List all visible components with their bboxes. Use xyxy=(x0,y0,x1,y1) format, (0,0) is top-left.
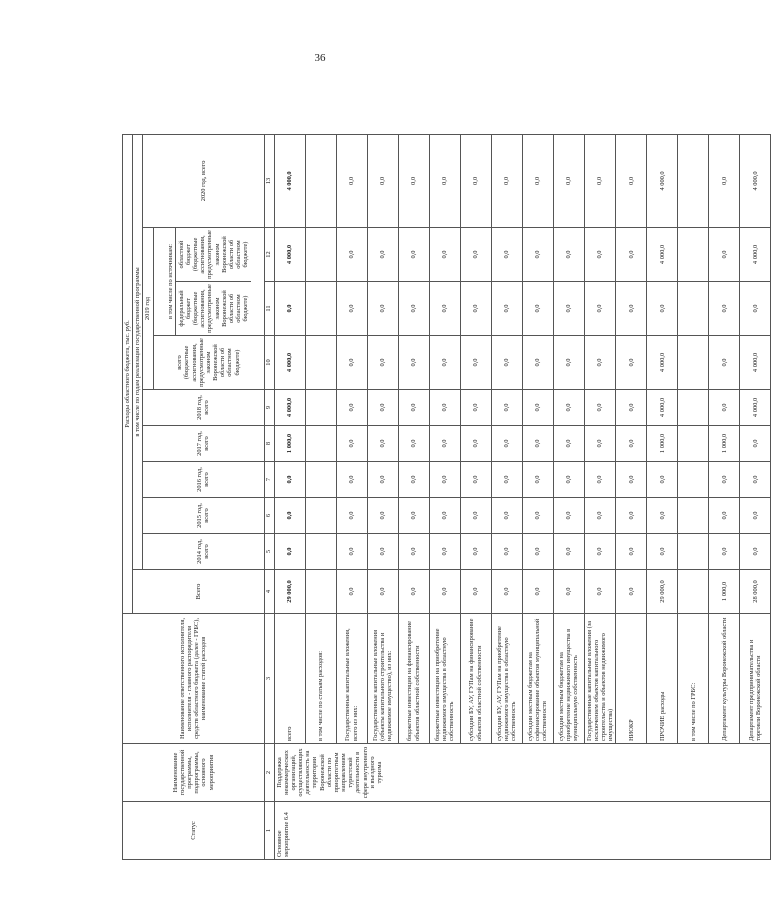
value-cell: 0,0 xyxy=(274,462,305,498)
value-cell: 0,0 xyxy=(553,498,584,534)
value-cell: 0,0 xyxy=(367,498,398,534)
value-cell: 29 000,0 xyxy=(647,570,678,614)
value-cell: 0,0 xyxy=(584,390,616,426)
row-name: всего xyxy=(274,614,305,744)
header-2016: 2016 год, всего xyxy=(143,462,264,498)
value-cell: 0,0 xyxy=(491,426,522,462)
value-cell: 0,0 xyxy=(709,498,740,534)
value-cell: 0,0 xyxy=(584,426,616,462)
value-cell: 0,0 xyxy=(553,282,584,336)
value-cell xyxy=(305,134,336,227)
value-cell xyxy=(678,390,709,426)
row-name: в том числе по статьям расходов: xyxy=(305,614,336,744)
value-cell: 0,0 xyxy=(616,498,647,534)
value-cell: 4 000,0 xyxy=(647,390,678,426)
status-cell: Основное мероприятие 6.4 xyxy=(274,802,771,860)
value-cell: 0,0 xyxy=(367,534,398,570)
value-cell: 0,0 xyxy=(460,282,491,336)
value-cell: 4 000,0 xyxy=(274,134,305,227)
value-cell: 0,0 xyxy=(709,390,740,426)
value-cell: 4 000,0 xyxy=(740,134,771,227)
value-cell: 0,0 xyxy=(709,534,740,570)
column-number: 6 xyxy=(264,498,274,534)
value-cell: 0,0 xyxy=(616,534,647,570)
header-2019: 2019 год xyxy=(143,228,153,390)
value-cell: 0,0 xyxy=(740,426,771,462)
budget-table xyxy=(122,134,771,860)
value-cell: 0,0 xyxy=(336,498,367,534)
column-number: 12 xyxy=(264,228,274,282)
value-cell: 0,0 xyxy=(647,498,678,534)
value-cell: 0,0 xyxy=(336,462,367,498)
value-cell: 0,0 xyxy=(522,570,553,614)
value-cell: 0,0 xyxy=(491,498,522,534)
value-cell: 0,0 xyxy=(336,228,367,282)
value-cell: 0,0 xyxy=(647,462,678,498)
value-cell: 0,0 xyxy=(522,134,553,227)
value-cell: 4 000,0 xyxy=(274,336,305,390)
value-cell xyxy=(305,570,336,614)
value-cell: 4 000,0 xyxy=(647,134,678,227)
header-executor: Наименование ответственного исполнителя, исполнителя - главного распорядителя средств областного бюджета (далее - ГРБС), наименование статей расходов xyxy=(123,614,265,744)
value-cell: 0,0 xyxy=(367,570,398,614)
value-cell: 29 000,0 xyxy=(274,570,305,614)
value-cell: 0,0 xyxy=(491,390,522,426)
value-cell: 4 000,0 xyxy=(647,336,678,390)
value-cell: 0,0 xyxy=(460,534,491,570)
value-cell: 0,0 xyxy=(709,282,740,336)
value-cell: 0,0 xyxy=(274,534,305,570)
value-cell: 0,0 xyxy=(522,228,553,282)
value-cell: 0,0 xyxy=(522,390,553,426)
column-number: 2 xyxy=(264,744,274,802)
value-cell xyxy=(678,570,709,614)
header-by-sources: в том числе по источникам: xyxy=(166,228,176,335)
value-cell: 0,0 xyxy=(709,228,740,282)
value-cell: 0,0 xyxy=(429,498,460,534)
row-name: бюджетные инвестиции на финансирование объектов областной собственности xyxy=(398,614,429,744)
value-cell xyxy=(305,282,336,336)
row-name: Департамент культуры Воронежской области xyxy=(709,614,740,744)
row-name: Государственные капитальные вложения, всего из них: xyxy=(336,614,367,744)
value-cell: 0,0 xyxy=(398,228,429,282)
column-number: 10 xyxy=(264,336,274,390)
value-cell: 0,0 xyxy=(616,336,647,390)
value-cell: 0,0 xyxy=(429,462,460,498)
row-name: ПРОЧИЕ расходы xyxy=(647,614,678,744)
value-cell xyxy=(678,426,709,462)
row-name: Государственные капитальные вложения (объекты капитального строительства и недвижимое имущество), из них: xyxy=(367,614,398,744)
value-cell xyxy=(678,228,709,282)
value-cell xyxy=(678,498,709,534)
column-number: 1 xyxy=(264,802,274,860)
value-cell: 0,0 xyxy=(460,570,491,614)
value-cell: 0,0 xyxy=(460,390,491,426)
value-cell: 0,0 xyxy=(616,426,647,462)
header-expenses: Расходы областного бюджета, тыс. руб. xyxy=(123,134,133,613)
value-cell: 0,0 xyxy=(429,228,460,282)
row-name: НИОКР xyxy=(616,614,647,744)
value-cell: 0,0 xyxy=(584,498,616,534)
value-cell: 0,0 xyxy=(491,336,522,390)
value-cell: 0,0 xyxy=(398,426,429,462)
value-cell: 0,0 xyxy=(584,570,616,614)
value-cell: 0,0 xyxy=(740,462,771,498)
value-cell: 0,0 xyxy=(367,462,398,498)
value-cell: 0,0 xyxy=(584,534,616,570)
value-cell: 0,0 xyxy=(336,570,367,614)
value-cell: 0,0 xyxy=(584,462,616,498)
value-cell xyxy=(305,462,336,498)
value-cell: 0,0 xyxy=(336,534,367,570)
value-cell: 0,0 xyxy=(460,134,491,227)
table-row xyxy=(274,134,305,859)
value-cell: 0,0 xyxy=(522,498,553,534)
value-cell: 0,0 xyxy=(647,282,678,336)
value-cell: 1 000,0 xyxy=(709,426,740,462)
value-cell: 0,0 xyxy=(616,228,647,282)
row-name: субсидии БУ, АУ, ГУПам на приобретение недвижимого имущества в областную собственность xyxy=(491,614,522,744)
value-cell: 4 000,0 xyxy=(274,390,305,426)
value-cell: 0,0 xyxy=(553,570,584,614)
header-by-years: в том числе по годам реализации государственной программы xyxy=(133,134,143,569)
value-cell: 0,0 xyxy=(709,336,740,390)
value-cell xyxy=(678,134,709,227)
value-cell: 0,0 xyxy=(553,228,584,282)
value-cell: 0,0 xyxy=(491,134,522,227)
value-cell: 0,0 xyxy=(398,134,429,227)
header-regional: областной бюджет (бюджетные ассигнования, предусмотренные законом Воронежской области об областном бюджете) xyxy=(177,230,250,279)
column-number: 11 xyxy=(264,282,274,336)
value-cell: 0,0 xyxy=(429,426,460,462)
value-cell xyxy=(305,498,336,534)
value-cell: 0,0 xyxy=(398,462,429,498)
header-program-name: Наименование государственной программы, подпрограммы, основного мероприятия xyxy=(123,744,265,802)
value-cell: 0,0 xyxy=(398,282,429,336)
page-number: 36 xyxy=(314,52,326,64)
value-cell: 0,0 xyxy=(584,282,616,336)
column-number: 3 xyxy=(264,614,274,744)
value-cell: 0,0 xyxy=(647,534,678,570)
value-cell: 0,0 xyxy=(616,282,647,336)
value-cell: 0,0 xyxy=(398,534,429,570)
value-cell: 0,0 xyxy=(522,426,553,462)
row-name: субсидии местным бюджетам на приобретение недвижимого имущества в муниципальную собственность xyxy=(553,614,584,744)
value-cell: 0,0 xyxy=(460,462,491,498)
value-cell: 0,0 xyxy=(398,570,429,614)
value-cell: 0,0 xyxy=(367,134,398,227)
row-name: в том числе по ГРБС: xyxy=(678,614,709,744)
column-number: 8 xyxy=(264,426,274,462)
value-cell: 0,0 xyxy=(522,534,553,570)
value-cell xyxy=(305,228,336,282)
value-cell: 0,0 xyxy=(740,498,771,534)
value-cell: 0,0 xyxy=(274,498,305,534)
value-cell: 0,0 xyxy=(429,570,460,614)
value-cell: 0,0 xyxy=(553,390,584,426)
row-name: субсидии местным бюджетам на софинансирование объектов муниципальной собственности xyxy=(522,614,553,744)
value-cell: 0,0 xyxy=(460,426,491,462)
value-cell: 0,0 xyxy=(460,228,491,282)
value-cell: 4 000,0 xyxy=(740,228,771,282)
value-cell: 0,0 xyxy=(398,390,429,426)
value-cell: 0,0 xyxy=(616,462,647,498)
value-cell: 0,0 xyxy=(740,282,771,336)
value-cell: 28 000,0 xyxy=(740,570,771,614)
value-cell: 4 000,0 xyxy=(647,228,678,282)
value-cell: 0,0 xyxy=(584,336,616,390)
value-cell: 0,0 xyxy=(336,134,367,227)
header-2018: 2018 год, всего xyxy=(143,390,264,426)
value-cell: 0,0 xyxy=(460,498,491,534)
value-cell: 4 000,0 xyxy=(740,336,771,390)
header-federal: федеральный бюджет (бюджетные ассигнования, предусмотренные законом Воронежской области об областном бюджете) xyxy=(176,281,252,335)
header-2017: 2017 год, всего xyxy=(143,426,264,462)
value-cell: 0,0 xyxy=(336,390,367,426)
value-cell: 0,0 xyxy=(616,134,647,227)
value-cell: 0,0 xyxy=(491,282,522,336)
value-cell xyxy=(305,426,336,462)
value-cell: 0,0 xyxy=(398,498,429,534)
value-cell: 4 000,0 xyxy=(274,228,305,282)
value-cell: 4 000,0 xyxy=(740,390,771,426)
row-name: Государственные капитальные вложения (за исключением объектов капитального строительства и объектов недвижимого имущества) xyxy=(584,614,616,744)
column-numbers-row xyxy=(264,134,274,859)
header-2019-sources xyxy=(153,228,264,336)
column-number: 13 xyxy=(264,134,274,227)
value-cell: 0,0 xyxy=(429,534,460,570)
value-cell: 0,0 xyxy=(553,426,584,462)
header-2019-total: всего (бюджетные ассигнования, предусмотренные законом Воронежской области об областном бюджете) xyxy=(153,336,264,390)
value-cell xyxy=(678,336,709,390)
header-total: Всего xyxy=(133,570,264,614)
value-cell: 1 000,0 xyxy=(274,426,305,462)
value-cell: 0,0 xyxy=(616,570,647,614)
value-cell xyxy=(305,390,336,426)
value-cell: 0,0 xyxy=(616,390,647,426)
value-cell: 0,0 xyxy=(522,282,553,336)
value-cell: 0,0 xyxy=(584,134,616,227)
header-2015: 2015 год, всего xyxy=(143,498,264,534)
value-cell: 0,0 xyxy=(398,336,429,390)
value-cell: 1 000,0 xyxy=(709,570,740,614)
value-cell xyxy=(305,534,336,570)
value-cell: 0,0 xyxy=(367,426,398,462)
value-cell: 0,0 xyxy=(522,336,553,390)
value-cell xyxy=(678,282,709,336)
value-cell: 0,0 xyxy=(709,462,740,498)
column-number: 9 xyxy=(264,390,274,426)
value-cell xyxy=(305,336,336,390)
value-cell: 0,0 xyxy=(491,462,522,498)
rotated-table-container xyxy=(122,135,763,860)
value-cell: 0,0 xyxy=(491,534,522,570)
value-cell: 0,0 xyxy=(491,570,522,614)
column-number: 7 xyxy=(264,462,274,498)
value-cell: 0,0 xyxy=(367,282,398,336)
value-cell: 0,0 xyxy=(429,390,460,426)
header-status: Статус xyxy=(123,802,265,860)
value-cell: 0,0 xyxy=(336,282,367,336)
value-cell: 0,0 xyxy=(522,462,553,498)
value-cell: 0,0 xyxy=(367,336,398,390)
header-2014: 2014 год, всего xyxy=(143,534,264,570)
value-cell: 0,0 xyxy=(367,390,398,426)
value-cell: 1 000,0 xyxy=(647,426,678,462)
column-number: 5 xyxy=(264,534,274,570)
value-cell xyxy=(678,462,709,498)
value-cell: 0,0 xyxy=(553,534,584,570)
value-cell: 0,0 xyxy=(336,336,367,390)
value-cell: 0,0 xyxy=(429,282,460,336)
value-cell: 0,0 xyxy=(429,134,460,227)
value-cell: 0,0 xyxy=(491,228,522,282)
value-cell: 0,0 xyxy=(367,228,398,282)
value-cell: 0,0 xyxy=(553,134,584,227)
header-2020: 2020 год, всего xyxy=(143,134,264,227)
value-cell: 0,0 xyxy=(553,462,584,498)
value-cell: 0,0 xyxy=(709,134,740,227)
row-name: субсидии БУ, АУ, ГУПам на финансирование объектов областной собственности xyxy=(460,614,491,744)
value-cell: 0,0 xyxy=(460,336,491,390)
value-cell: 0,0 xyxy=(274,282,305,336)
value-cell: 0,0 xyxy=(553,336,584,390)
value-cell: 0,0 xyxy=(740,534,771,570)
value-cell: 0,0 xyxy=(336,426,367,462)
value-cell: 0,0 xyxy=(429,336,460,390)
row-name: Департамент предпринимательства и торговли Воронежской области xyxy=(740,614,771,744)
value-cell xyxy=(678,534,709,570)
row-name: бюджетные инвестиции на приобретение недвижимого имущества в областную собственность xyxy=(429,614,460,744)
value-cell: 0,0 xyxy=(584,228,616,282)
measure-cell: Поддержка некоммерческих организаций, осуществляющих деятельность на территории Воронежской области по приоритетным направлениям туристской деятельности в сфере внутреннего и въездного туризма xyxy=(274,744,771,802)
column-number: 4 xyxy=(264,570,274,614)
